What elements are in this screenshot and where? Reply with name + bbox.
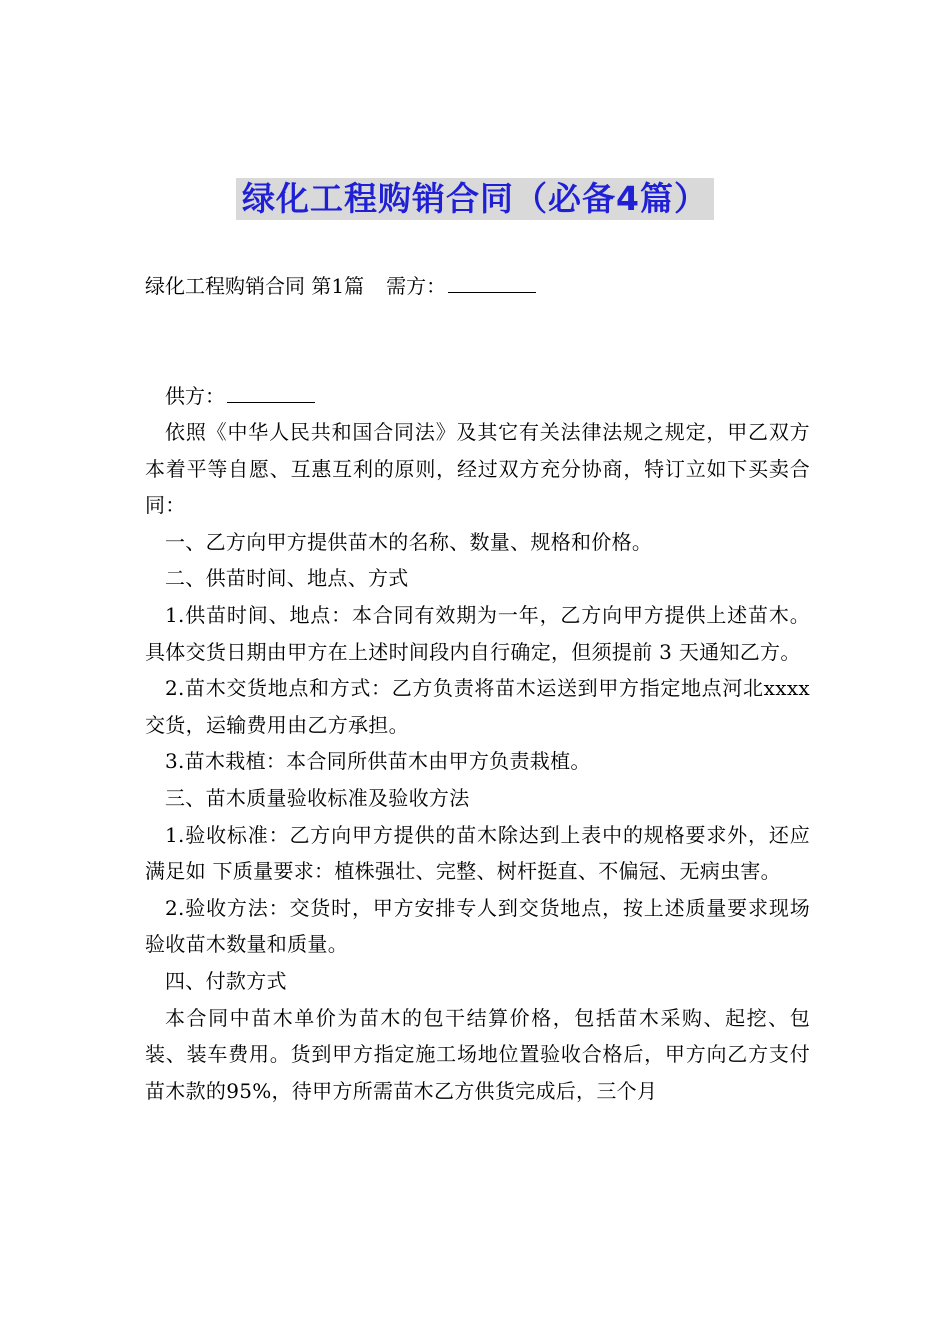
part-label: 绿化工程购销合同 第1篇 (145, 274, 365, 298)
paragraph-section-4: 四、付款方式 (165, 968, 287, 993)
supply-blank (227, 382, 315, 403)
contract-body (145, 414, 810, 1109)
demand-label: 需方： (386, 274, 447, 298)
paragraph-preamble: 依照《中华人民共和国合同法》及其它有关法律法规之规定，甲乙双方本着平等自愿、互惠互利的原则，经过双方充分协商，特订立如下买卖合同： (145, 420, 810, 518)
supply-label: 供方： (165, 384, 225, 408)
paragraph-section-2: 二、供苗时间、地点、方式 (165, 566, 409, 591)
paragraph-section-1: 一、乙方向甲方提供苗木的名称、数量、规格和价格。 (165, 529, 653, 554)
title-container (0, 178, 950, 220)
paragraph-2-3: 3.苗木栽植：本合同所供苗木由甲方负责栽植。 (165, 749, 591, 774)
paragraph-2-1: 1.供苗时间、地点：本合同有效期为一年，乙方向甲方提供上述苗木。具体交货日期由甲方在上述时间段内自行确定，但须提前 3 天通知乙方。 (145, 602, 810, 664)
paragraph-3-1: 1.验收标准：乙方向甲方提供的苗木除达到上表中的规格要求外，还应满足如 下质量要求：植株强壮、完整、树杆挺直、不偏冠、无病虫害。 (145, 822, 810, 884)
supply-line (145, 378, 315, 414)
header-line (145, 268, 536, 304)
document-title: 绿化工程购销合同（必备4篇） (236, 178, 714, 220)
paragraph-2-2: 2.苗木交货地点和方式：乙方负责将苗木运送到甲方指定地点河北xxxx交货，运输费用由乙方承担。 (145, 676, 810, 737)
demand-blank (448, 272, 536, 293)
paragraph-section-3: 三、苗木质量验收标准及验收方法 (165, 785, 470, 810)
paragraph-3-2: 2.验收方法：交货时，甲方安排专人到交货地点，按上述质量要求现场验收苗木数量和质量。 (145, 895, 810, 957)
paragraph-4-body: 本合同中苗木单价为苗木的包干结算价格，包括苗木采购、起挖、包装、装车费用。货到甲方指定施工场地位置验收合格后，甲方向乙方支付苗木款的95%，待甲方所需苗木乙方供货完成后，三个月 (145, 1005, 810, 1103)
